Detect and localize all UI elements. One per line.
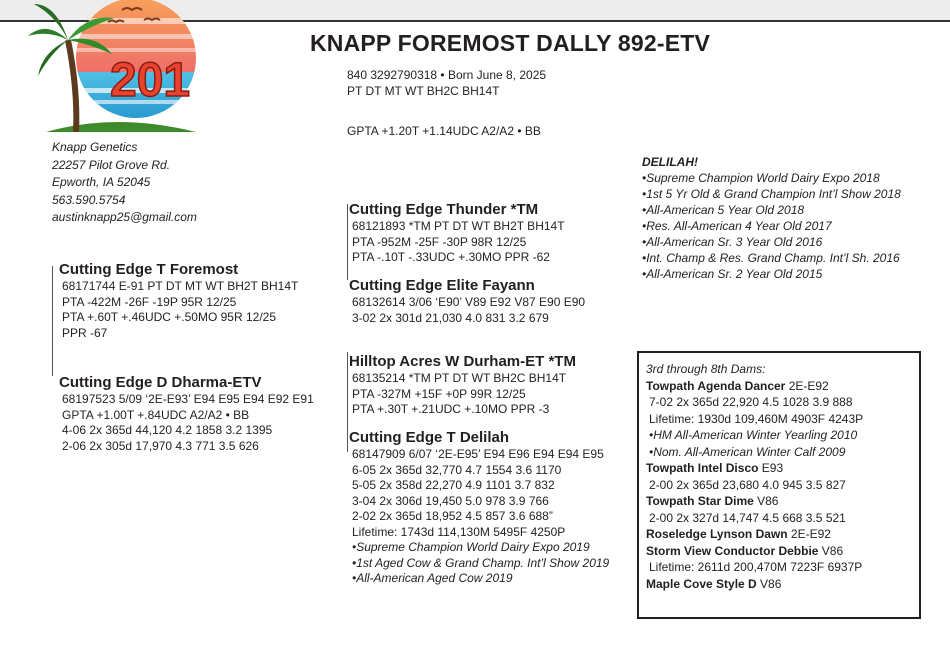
dam7-score: V86 xyxy=(818,543,844,558)
delilah-honor: •Int. Champ & Res. Grand Champ. Int’l Sh. 2016 xyxy=(642,251,900,265)
sires-dam-line: 3-02 2x 301d 21,030 4.0 831 3.2 679 xyxy=(352,310,549,325)
page-title: KNAPP FOREMOST DALLY 892-ETV xyxy=(309,30,711,56)
sires-sire-line: PTA -.10T -.33UDC +.30MO PPR -62 xyxy=(352,250,550,264)
dams-dam-line: 3-04 2x 306d 19,450 5.0 978 3.9 766 xyxy=(352,493,549,508)
subject-genomics: PT DT MT WT BH2C BH14T xyxy=(347,83,500,98)
dam4-record: 2-00 2x 365d 23,680 4.0 945 3.5 827 xyxy=(649,477,846,492)
contact-info xyxy=(52,139,197,227)
dams-dam-honor: •Supreme Champion World Dairy Expo 2019 xyxy=(352,540,590,554)
dam8-name: Maple Cove Style D xyxy=(646,576,757,591)
dams-dam-line: 5-05 2x 358d 22,270 4.9 1101 3.7 832 xyxy=(352,478,555,492)
dam-line: 2-06 2x 305d 17,970 4.3 771 3.5 626 xyxy=(62,438,259,453)
dam-name: Cutting Edge D Dharma-ETV xyxy=(59,374,262,391)
dam3-honor: •Nom. All-American Winter Calf 2009 xyxy=(649,444,846,459)
dams-sire-line: PTA +.30T +.21UDC +.10MO PPR -3 xyxy=(352,402,550,416)
dam7-lifetime: Lifetime: 2611d 200,470M 7223F 6937P xyxy=(649,560,863,574)
dam3-honor: •HM All-American Winter Yearling 2010 xyxy=(649,428,858,442)
dam8-score: V86 xyxy=(756,576,782,591)
sire-entry xyxy=(59,261,298,341)
dams-sire-line: 68135214 *TM PT DT WT BH2C BH14T xyxy=(352,371,567,385)
delilah-honor: •All-American 5 Year Old 2018 xyxy=(642,203,805,217)
dam3-name: Towpath Agenda Dancer xyxy=(646,378,786,393)
sire-line: PPR -67 xyxy=(62,325,108,340)
sire-line: PTA -422M -26F -19P 95R 12/25 xyxy=(62,294,237,309)
sires-sire-entry xyxy=(349,201,565,266)
sire-line: PTA +.60T +.46UDC +.50MO 95R 12/25 xyxy=(62,310,277,324)
dam-line: 4-06 2x 365d 44,120 4.2 1858 3.2 1395 xyxy=(62,423,273,437)
dams-dam-line: 2-02 2x 365d 18,952 4.5 857 3.6 688” xyxy=(352,509,553,523)
pedigree-bracket-left xyxy=(52,266,53,376)
dams-dam-honor: •All-American Aged Cow 2019 xyxy=(352,571,513,585)
pedigree-bracket-dam xyxy=(347,352,348,452)
knapp-genetics-logo xyxy=(26,0,206,142)
dams-dam-line: 6-05 2x 365d 32,770 4.7 1554 3.6 1170 xyxy=(352,462,562,477)
contact-email[interactable]: austinknapp25@gmail.com xyxy=(52,210,197,224)
dam6-score: 2E-E92 xyxy=(787,527,831,541)
dams-dam-line: 68147909 6/07 ‘2E-E95’ E94 E96 E94 E94 E95 xyxy=(352,447,604,461)
dams-dam-name: Cutting Edge T Delilah xyxy=(349,429,509,446)
dams-sire-line: PTA -327M +15F +0P 99R 12/25 xyxy=(352,386,526,401)
sires-dam-entry xyxy=(349,277,585,326)
contact-name: Knapp Genetics xyxy=(52,140,138,154)
sires-sire-line: PTA -952M -25F -30P 98R 12/25 xyxy=(352,234,527,249)
pedigree-bracket-sire xyxy=(347,204,348,280)
delilah-honor: •All-American Sr. 2 Year Old 2015 xyxy=(642,267,823,281)
dam7-name: Storm View Conductor Debbie xyxy=(646,543,819,558)
subject-id-born: 840 3292790318 • Born June 8, 2025 xyxy=(347,68,547,82)
delilah-honor: •Res. All-American 4 Year Old 2017 xyxy=(642,219,832,233)
sire-line: 68171744 E-91 PT DT MT WT BH2T BH14T xyxy=(62,279,299,293)
dam-entry xyxy=(59,374,314,454)
dam-line: GPTA +1.00T +.84UDC A2/A2 • BB xyxy=(62,407,250,422)
dam-line: 68197523 5/09 ‘2E-E93’ E94 E95 E94 E92 E91 xyxy=(62,392,314,406)
sires-sire-name: Cutting Edge Thunder *TM xyxy=(349,201,539,218)
logo-number: 201 xyxy=(110,54,191,107)
sire-name: Cutting Edge T Foremost xyxy=(59,261,239,278)
dams-sire-name: Hilltop Acres W Durham-ET *TM xyxy=(349,353,576,370)
sires-dam-name: Cutting Edge Elite Fayann xyxy=(349,277,535,294)
sires-dam-line: 68132614 3/06 ‘E90’ V89 E92 V87 E90 E90 xyxy=(352,295,586,309)
contact-city: Epworth, IA 52045 xyxy=(52,175,151,189)
dam3-lifetime: Lifetime: 1930d 109,460M 4903F 4243P xyxy=(649,411,864,426)
dam4-score: E93 xyxy=(758,461,784,475)
subject-gpta: GPTA +1.20T +1.14UDC A2/A2 • BB xyxy=(347,124,541,138)
dams-sire-entry xyxy=(349,353,576,418)
dam5-record: 2-00 2x 327d 14,747 4.5 668 3.5 521 xyxy=(649,510,846,525)
dam4-name: Towpath Intel Disco xyxy=(646,461,759,475)
contact-street: 22257 Pilot Grove Rd. xyxy=(52,157,171,172)
delilah-honors xyxy=(642,154,901,282)
dam6-name: Roseledge Lynson Dawn xyxy=(646,527,788,541)
delilah-honor: •Supreme Champion World Dairy Expo 2018 xyxy=(642,171,880,185)
dams-dam-honor: •1st Aged Cow & Grand Champ. Int’l Show 2019 xyxy=(352,555,610,570)
delilah-honor: •All-American Sr. 3 Year Old 2016 xyxy=(642,235,823,249)
contact-phone: 563.590.5754 xyxy=(52,192,126,207)
dam5-score: V86 xyxy=(753,494,779,508)
delilah-honor: •1st 5 Yr Old & Grand Champion Int’l Show 2018 xyxy=(642,187,901,201)
subject-info xyxy=(347,68,546,99)
dams-box-heading: 3rd through 8th Dams: xyxy=(646,362,766,376)
dam5-name: Towpath Star Dime xyxy=(646,494,754,508)
dams-dam-entry xyxy=(349,429,609,587)
dams-dam-lifetime: Lifetime: 1743d 114,130M 5495F 4250P xyxy=(352,524,566,539)
dam3-record: 7-02 2x 365d 22,920 4.5 1028 3.9 888 xyxy=(649,395,853,409)
delilah-heading: DELILAH! xyxy=(642,155,698,169)
sires-sire-line: 68121893 *TM PT DT WT BH2T BH14T xyxy=(352,219,565,233)
dam3-score: 2E-E92 xyxy=(785,378,829,393)
dams-box xyxy=(637,351,921,619)
